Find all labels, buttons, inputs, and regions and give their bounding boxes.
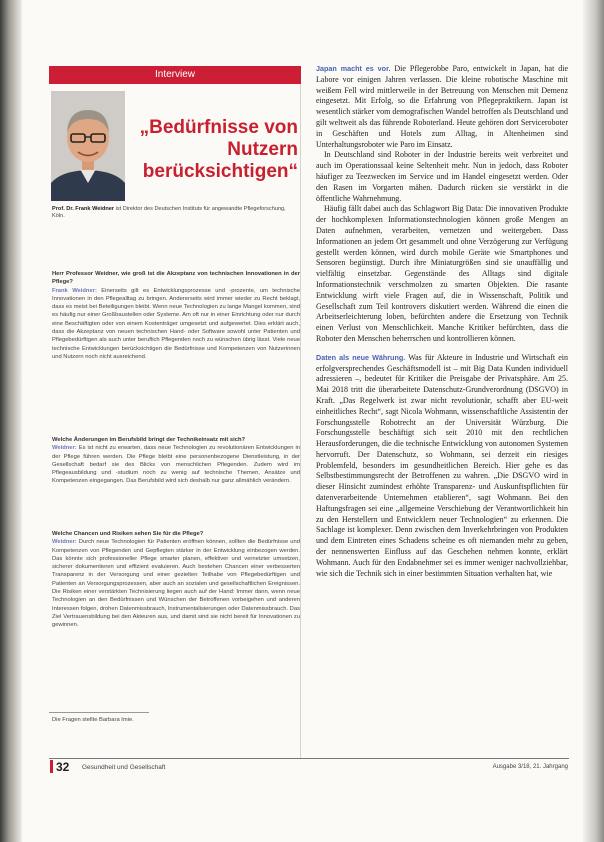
byline-role: ist Direktor des Deutschen Instituts für angewandte Pflegeforschung, Köln. [52, 206, 286, 219]
answer-speaker-3: Weidner: [52, 539, 77, 546]
answer-speaker-1: Frank Weidner: [52, 287, 97, 294]
byline-name: Prof. Dr. Frank Weidner [52, 206, 115, 212]
article-paragraph-4: Daten als neue Währung. Was für Akteure in Industrie und Wirtschaft ein erfolgversprechendes Geschäftsmodell ist – mit Big Data Kunden individuell adressieren –, bedeutet für Kritiker die Preisgabe der Privatsphäre. Am 25. Mai 2018 tritt die überarbeitete Datenschutz-Grundverordnung (DSGVO) in Kraft. „Das Regelwerk ist zwar nicht revolutionär, schafft aber EU-weit einheitliches Recht“, sagt Nicola Wohmann, wissenschaftliche Assistentin der Forschungsstelle Robotrecht an der Universität Würzburg. Die Forschungsstelle beschäftigt sich seit 2010 mit den rechtlichen Herausforderungen, die die technische Entwicklung von autonomen Systemen hervorruft. Der Datenschutz, so Wohmann, sei derzeit ein riesiges Problemfeld, besonders im gesundheitlichen Bereich. Hier gehe es das Selbstbestimmungsrecht der Betroffenen zu wahren. „Die DSGVO wird in dieser Hinsicht zumindest erhöhte Transparenz- und Auskunftspflichten für datenverarbeitende Unternehmen etablieren“, sagt Wohmann. Bei den Haftungsfragen sei eine „allgemeine Verschiebung der Verantwortlichkeit hin zu den Herstellern und Entwicklern neuer Technologien“ zu erkennen. Die Sachlage ist komplexer. Denn zwischen dem Inverkehrbringen von Produkten und dem Eintreten eines Schadens scheine es oft niemanden mehr zu geben, der nennenswerten Einfluss auf das Geschehen nehmen konnte, erklärt Wohmann. Auch für den Endabnehmer sei es immer weniger nachvollziehbar, wie sich die Technik sich in einer bestimmten Situation verhalten hat, wie [316, 352, 568, 578]
interview-question-1: Herr Professor Weidner, wie groß ist die Akzeptanz von technischen Innovationen in der Pflege? [52, 271, 300, 286]
binding-shadow [0, 0, 22, 842]
interview-question-2: Welche Änderungen im Berufsbild bringt der Technikeinsatz mit sich? [52, 437, 246, 443]
page-number: 32 [56, 760, 70, 774]
article-paragraph-3: Häufig fällt dabei auch das Schlagwort Big Data: Die innovativen Produkte der hochkomplexen Informationstechnologien können große Mengen an Daten aufnehmen, verarbeiten, vernetzen und weitergeben. Dass Informationen an jedem Ort gesammelt und ohne Verzögerung zur Verfügung gestellt werden können, wird durch mobile Geräte wie Smartphones und Sensoren begünstigt. Durch ihre Miniaturgrößen sind sie unauffällig und vielfältig einsetzbar. Gegenstände des Alltags sind digitale Informationstechnik verschmolzen zu smarten Objekten. Die rasante Entwicklung wirft viele Fragen auf, die in Wissenschaft, Politik und Gesellschaft zum Teil kontrovers diskutiert werden. Während die einen die Arbeitserleichterung loben, befürchten andere die Ersetzung von Technik einen Verlust von Menschlichkeit. Manche Kritiker befürchten, dass die Roboter den Menschen beherrschen und kontrollieren können. [316, 204, 568, 343]
answer-speaker-2: Weidner: [52, 445, 77, 452]
portrait-photo [51, 91, 125, 201]
section-banner: Interview [49, 66, 301, 84]
article-paragraph-1: Japan macht es vor. Die Pflegerobbe Paro, entwickelt in Japan, hat die Labore vor einigen Jahren verlassen. Die kleine robotische Maschine mit weißem Fell wird mittlerweile in der Betreuung von Menschen mit Demenz eingesetzt. Mit Erfolg, so die Erfahrung von Pflegepraktikern. Japan ist wesentlich stärker vom demografischen Wandel betroffen als Deutschland und gilt weltweit als das führende Roboterland. Heute gehören dort Serviceroboter in Geschäften und Hotels zum Alltag, in Altenheimen sind Unterhaltungsroboter wie Paro im Einsatz. [316, 64, 569, 149]
article-body [316, 64, 568, 579]
interview-block-1 [52, 270, 300, 361]
interview-answer-1: Einerseits gilt es Entwicklungsprozesse und -prozente, um technische Innovationen in den Pflegealltag zu bringen. Andererseits wird immer wieder zu Recht beklagt, dass es meist bei Beteiligungen bleibt. Wenn neue Technologien zu lange Mangel kommen, sind es häufig nur einer Großbaustellen oder Systeme. Am oft nur in einer Einrichtung oder nur durch eine Beschäftigten oder von einem Kostenträger umgesetzt und aufgewertet. Dies erklärt auch, dass die Akzeptanz von neuen technischen Hand- oder Software sowohl unter Patienten und Pflegebedürftigen als auch unter beruflich Pflegenden noch zu wünschen übrig lässt. Viele neue technische Entwicklungen berücksichtigen die Bedürfnisse und Kompetenzen von Nutzerinnen und Nutzern noch nicht ausreichend. [52, 287, 300, 360]
interview-block-2 [52, 436, 300, 486]
article-subhead-1: Japan macht es vor. [316, 64, 391, 73]
interview-block-3 [52, 530, 300, 630]
headline: „Bedürfnisse von Nutzern berücksichtigen“ [139, 117, 298, 182]
interview-answer-3: Durch neue Technologien für Patienten eröffnen können, sollten die Bedürfnisse und Kompetenzen von Pflegenden und Gepflegten stärker in der Entwicklung einbezogen werden. Das könnte sich professioneller Pflege smarter planen, effektiver und vernetzter umsetzen, sicherer dokumentieren und effizient evaluieren. Auch bestehen Chancen einer verbesserten Transparenz in der Versorgung und einer gezielten Teilhabe von Pflegebedürftigen und Patienten an Versorgungsprozessen, aber auch an sozialen und gesellschaftlichen Ereignissen. Die Risiken einer verstärkten Technisierung liegen auch auf der Hand: Immer dann, wenn neue Technologien an den Bedürfnissen und Wünschen der Betroffenen vorbeigehen und anderen Interessen folgen, drohen Datenmissbrauch, Instrumentalisierungen oder Datenmissbrauch. Das Ziel Vertrauensbildung bei den Akteuren aus, und damit sind sie nicht bereit für Innovationen zu gewinnen. [52, 539, 300, 629]
article-paragraph-2: In Deutschland sind Roboter in der Industrie bereits weit verbreitet und auch im Operationssaal keine Seltenheit mehr. Nun in jedoch, dass Roboter häufiger zu Teezwecken im Service und im Handel eingesetzt werden. Oder den Rasen im Vorgarten mähen. Dadurch rücken sie verstärkt in die öffentliche Wahrnehmung. [316, 150, 568, 203]
footer-rule [49, 758, 569, 759]
article-subhead-2: Daten als neue Währung. [316, 352, 406, 362]
interview-answer-2: Es ist nicht zu erwarten, dass neue Technologien zu revolutionären Entwicklungen in der Pflege führen werden. Die Pflege bleibt eine personenbezogene Dienstleistung, in der Gesellschaft bedarf sie des Blicks von menschlichen Pflegenden. Zudem wird im Pflegeausbildung und -studium noch zu wenig auf technische Themen, Ansätze und Kompetenzen eingegangen. Das Berufsbild wird sich deshalb nur ganz allmählich verändern. [52, 445, 300, 485]
closing-divider [49, 712, 149, 713]
closing-note: Die Fragen stellte Barbara Imie. [52, 717, 134, 723]
magazine-title: Gesundheit und Gesellschaft [82, 764, 166, 771]
byline [52, 206, 300, 220]
interview-question-3: Welche Chancen und Risiken sehen Sie für die Pflege? [52, 531, 204, 537]
column-divider [300, 68, 301, 758]
page-number-marker [50, 760, 53, 773]
issue-info: Ausgabe 3/18, 21. Jahrgang [492, 764, 568, 770]
page-edge-shadow [583, 0, 604, 842]
